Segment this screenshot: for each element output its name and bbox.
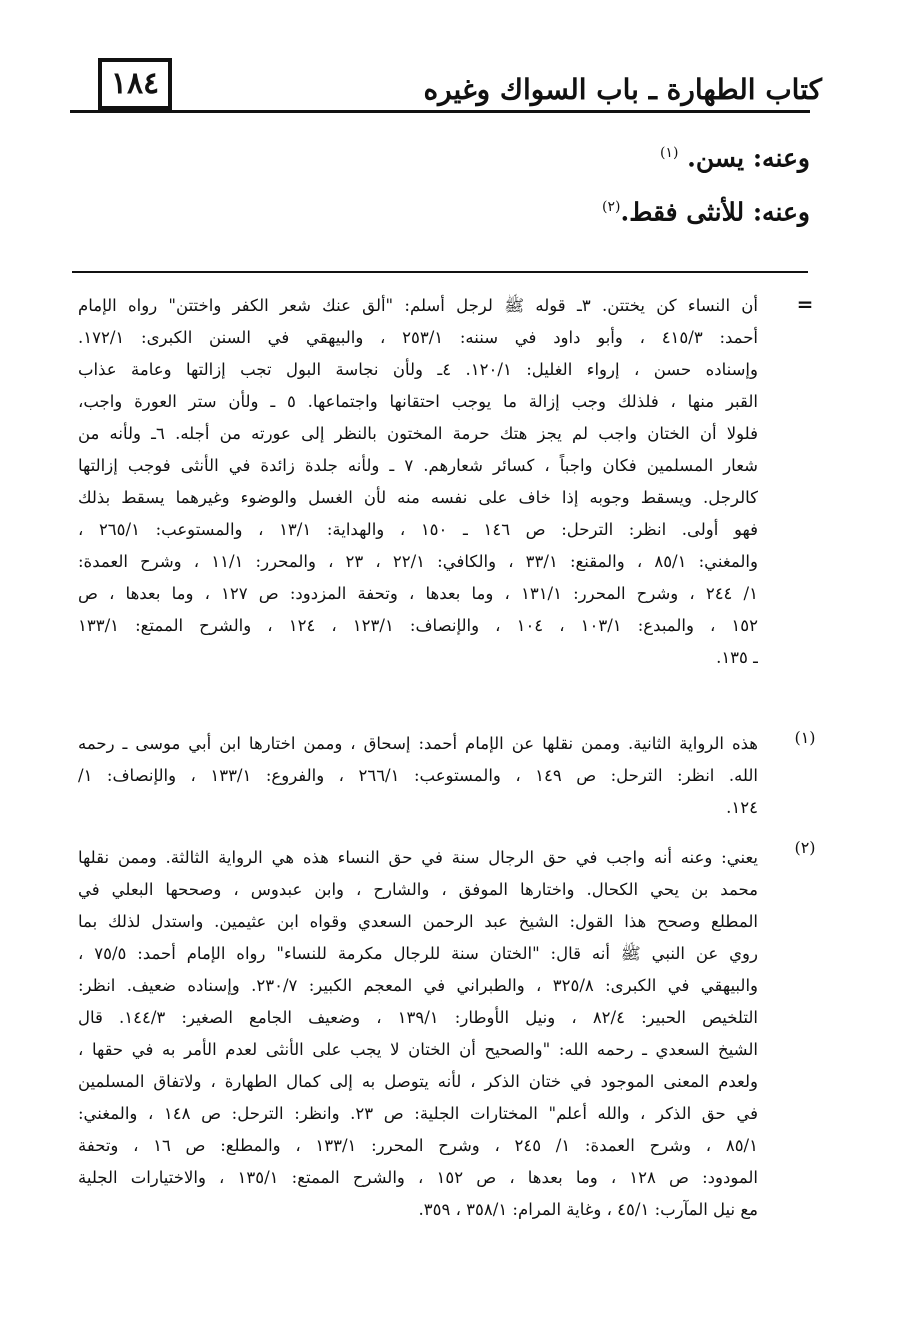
footnote-line: ١٥٢ ، والمبدع: ١٠٣/١ ، ١٠٤ ، والإنصاف: ١٢٣/١ ، ١٢٤ ، والشرح الممتع: ١٣٣/١ bbox=[78, 616, 758, 635]
footnote-line: الله. انظر: الترحل: ص ١٤٩ ، والمستوعب: ٢٦٦/١ ، والفروع: ١٣٣/١ ، والإنصاف: ١/ bbox=[78, 766, 758, 785]
footnote-marker-1: (١) bbox=[794, 728, 816, 747]
footnote-line: ـ ١٣٥. bbox=[716, 648, 758, 667]
footnote-line: ١/ ٢٤٤ ، وشرح المحرر: ١٣١/١ ، وما بعدها ، وتحفة المزدود: ص ١٢٧ ، وما بعدها ، ص bbox=[78, 584, 758, 603]
footnote-line: في حق الذكر ، والله أعلم" المختارات الجلية: ص ٢٣. وانظر: الترحل: ص ١٤٨ ، والمغني: bbox=[78, 1104, 758, 1123]
footnote-line: فهو أولى. انظر: الترحل: ص ١٤٦ ـ ١٥٠ ، والهداية: ١٣/١ ، والمستوعب: ٢٦٥/١ ، bbox=[78, 520, 758, 539]
footnote-ref: (١) bbox=[659, 145, 679, 161]
footnote-line: الشيخ السعدي ـ رحمه الله: "والصحيح أن الختان لا يجب على الأنثى لعدم الأمر به في حقها ، bbox=[78, 1040, 758, 1059]
footnote-continuation-marker: = bbox=[796, 292, 814, 316]
footnote-line: المطلع وصحح هذا القول: الشيخ عبد الرحمن السعدي وقواه ابن عثيمين. واستدل لذلك بما bbox=[78, 912, 758, 931]
footnote-line: ١٢٤. bbox=[726, 798, 758, 817]
footnote-line: روي عن النبي ﷺ أنه قال: "الختان سنة للرجال مكرمة للنساء" رواه الإمام أحمد: ٧٥/٥ ، bbox=[78, 944, 758, 963]
footnote-marker-2: (٢) bbox=[794, 838, 816, 857]
footnote-line: كالرجل. ويسقط وجوبه إذا خاف على نفسه منه لأن الغسل والوضوء وغيرهما يسقط بذلك bbox=[78, 488, 758, 507]
main-line-2 bbox=[250, 190, 810, 229]
footnote-line: فلولا أن الختان واجب لم يجز هتك حرمة المختون بالنظر إلى عورته من أجله. ٦ـ ولأنه من bbox=[78, 424, 758, 443]
main-text: وعنه: للأنثى فقط. bbox=[620, 197, 810, 227]
footnote-line: أن النساء كن يختتن. ٣ـ قوله ﷺ لرجل أسلم: "ألق عنك شعر الكفر واختتن" رواه الإمام bbox=[78, 296, 758, 315]
footnote-line: والمغني: ٨٥/١ ، والمقنع: ٣٣/١ ، والكافي: ٢٢/١ ، ٢٣ ، والمحرر: ١١/١ ، وشرح العمدة: bbox=[78, 552, 758, 571]
footnote-line: هذه الرواية الثانية. وممن نقلها عن الإمام أحمد: إسحاق ، وممن اختارها ابن أبي موسى ـ رحمه bbox=[78, 734, 758, 753]
footnote-1 bbox=[78, 728, 758, 824]
footnote-line: القبر منها ، فلذلك وجب إزالة ما يوجب احتقانها واجتماعها. ٥ ـ ولأن ستر العورة واجب، bbox=[78, 392, 758, 411]
footnote-line: أحمد: ٤١٥/٣ ، وأبو داود في سننه: ٢٥٣/١ ، والبيهقي في السنن الكبرى: ١٧٢/١. bbox=[78, 328, 758, 347]
footnote-line: والبيهقي في الكبرى: ٣٢٥/٨ ، والطبراني في المعجم الكبير: ٢٣٠/٧. وإسناده ضعيف. انظر: bbox=[78, 976, 758, 995]
footnote-line: مع نيل المآرب: ٤٥/١ ، وغاية المرام: ٣٥٨/١ ، ٣٥٩. bbox=[418, 1200, 758, 1219]
main-text: وعنه: يسن. bbox=[687, 143, 810, 173]
header-rule bbox=[70, 110, 810, 113]
chapter-title: كتاب الطهارة ـ باب السواك وغيره bbox=[423, 73, 822, 106]
footnote-separator bbox=[72, 271, 808, 273]
main-line-1 bbox=[250, 136, 810, 175]
footnote-line: يعني: وعنه أنه واجب في حق الرجال سنة في حق النساء هذه هي الرواية الثالثة. وممن نقلها bbox=[78, 848, 758, 867]
footnote-line: التلخيص الحبير: ٨٢/٤ ، ونيل الأوطار: ١٣٩/١ ، وضعيف الجامع الصغير: ١٤٤/٣. قال bbox=[78, 1008, 758, 1027]
footnote-line: محمد بن يحي الكحال. واختارها الموفق ، والشارح ، وابن عبدوس ، وصححها البعلي في bbox=[78, 880, 758, 899]
footnote-line: وإسناده حسن ، إرواء الغليل: ١٢٠/١. ٤ـ ولأن نجاسة البول تجب إزالتها وعامة عذاب bbox=[78, 360, 758, 379]
footnote-line: ٨٥/١ ، وشرح العمدة: ١/ ٢٤٥ ، وشرح المحرر: ١٣٣/١ ، والمطلع: ص ١٦ ، وتحفة bbox=[78, 1136, 758, 1155]
footnote-line: ولعدم المعنى الموجود في ختان الذكر ، لأنه يتوصل به إلى كمال الطهارة ، ولاتفاق المسلمين bbox=[78, 1072, 758, 1091]
footnote-line: المودود: ص ١٢٨ ، وما بعدها ، ص ١٥٢ ، والشرح الممتع: ١٣٥/١ ، والاختيارات الجلية bbox=[78, 1168, 758, 1187]
footnote-2 bbox=[78, 842, 758, 1226]
footnote-line: شعار المسلمين فكان واجباً ، كسائر شعارهم. ٧ ـ ولأنه جلدة زائدة في الأنثى فوجب إزالتها bbox=[78, 456, 758, 475]
footnote-ref: (٢) bbox=[602, 199, 621, 215]
page-number: ١٨٤ bbox=[98, 58, 172, 110]
footnote-continued bbox=[78, 290, 758, 674]
